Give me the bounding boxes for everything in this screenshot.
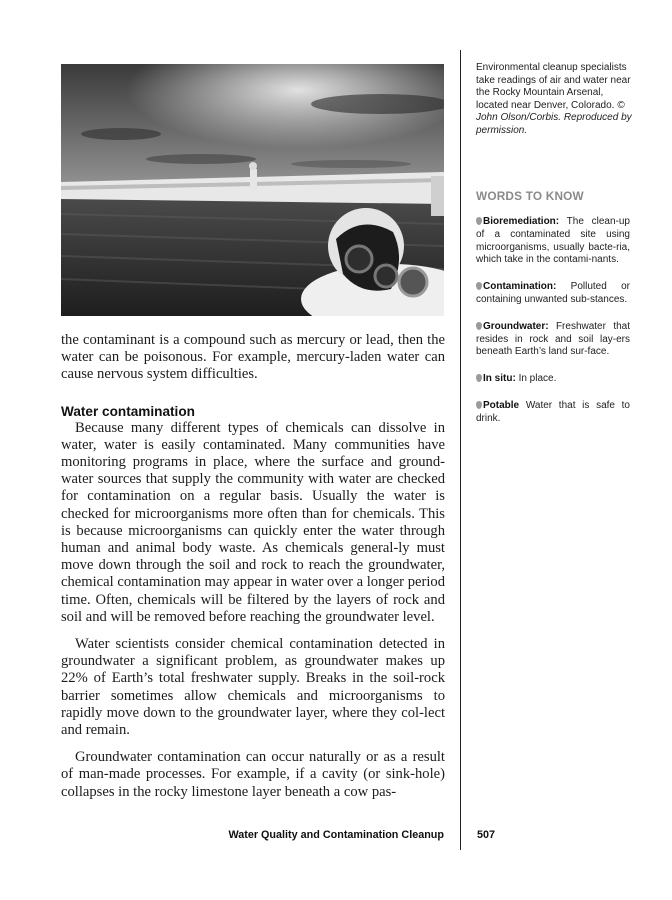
term-entry [476,216,630,267]
term-label: Contamination: [483,281,557,293]
term-entry [476,281,630,307]
column-rule [460,50,461,850]
photo-scene [61,64,444,316]
term-entry [476,373,630,386]
words-to-know-title: WORDS TO KNOW [476,189,584,203]
term-label: Bioremediation: [483,216,560,227]
term-definition: Polluted or containing unwanted sub-stances. [476,281,631,305]
section-heading: Water contamination [61,403,195,419]
running-footer-title: Water Quality and Contamination Cleanup [228,829,444,841]
term-entry [476,400,630,426]
term-entry [476,321,630,359]
term-label: Groundwater: [483,320,549,332]
paragraph-natural-causes: Groundwater contamination can occur naturally or as a result of man-made processes. For example, if a cavity (or sink-hole) collapses in the rocky limestone layer beneath a cow pas- [61,749,445,800]
water-drop-icon [476,282,482,290]
paragraph-intro: the contaminant is a compound such as mercury or lead, then the water can be poisonous. For example, mercury-laden water can cause nervous system difficulties. [61,332,445,383]
term-definition: In place. [518,373,557,385]
paragraph-contamination: Because many different types of chemicals can dissolve in water, water is easily contaminated. Many communities have monitoring programs in place, where the surface and ground-water sources that supply the community with water are checked for contamination on a regular basis. Usually the water is checked for microorganisms more often than for chemicals. This is because microorganisms can quickly enter the water through human and animal body waste. As chemicals general-ly must move down through the soil and rock to reach the groundwater, chemical contamination may appear in water over a longer period time. Often, chemicals will be filtered by the layers of rock and soil and will be removed before reaching the groundwater level. [61,419,445,625]
term-definition: The clean-up of a contaminated site using microorganisms, usually bacte-ria, which take in the contami-nants. [476,216,630,266]
water-drop-icon [476,217,482,225]
photo-caption [476,62,636,138]
water-drop-icon [476,322,482,330]
term-label: In situ: [483,373,516,385]
term-definition: Freshwater that resides in rock and soil lay-ers beneath Earth’s land sur-face. [476,320,630,358]
term-definition: Water that is safe to drink. [476,399,630,424]
water-drop-icon [476,374,482,382]
caption-credit: © John Olson/Corbis. Reproduced by permission. [476,99,632,136]
cleanup-photo [61,64,444,316]
paragraph-groundwater: Water scientists consider chemical contamination detected in groundwater a significant problem, as groundwater makes up 22% of Earth’s total freshwater supply. Breaks in the soil-rock barrier sometimes allow chemicals and microorganisms to rapidly move down to the groundwater layer, where they col-lect and remain. [61,636,445,739]
page-number: 507 [477,829,496,841]
words-to-know-list [476,216,630,440]
main-text [61,332,445,801]
water-drop-icon [476,401,482,409]
term-label: Potable [483,399,520,411]
caption-text: Environmental cleanup specialists take readings of air and water near the Rocky Mountain Arsenal, located near Denver, Colorado. [476,62,631,111]
